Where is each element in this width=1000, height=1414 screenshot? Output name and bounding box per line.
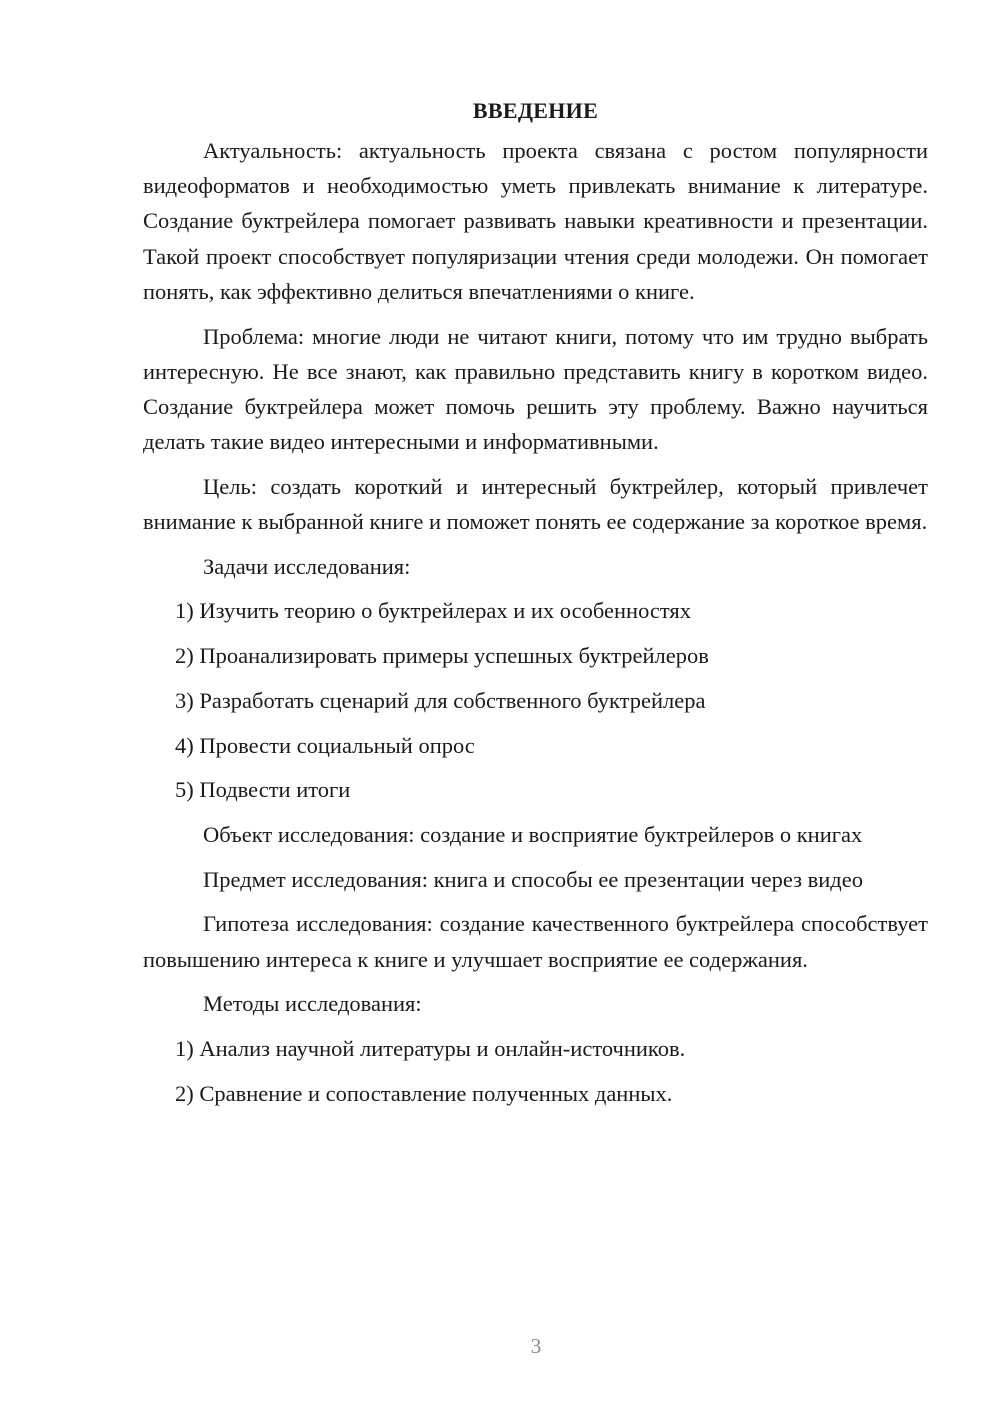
methods-heading: Методы исследования: bbox=[203, 991, 422, 1017]
paragraph-goal: Цель: создать короткий и интересный буктрейлер, который привлечет внимание к выбранной книге и поможет понять ее содержание за короткое время. bbox=[143, 473, 928, 535]
page-number: 3 bbox=[530, 1334, 542, 1358]
paragraph-object: Объект исследования: создание и восприятие буктрейлеров о книгах bbox=[203, 821, 863, 847]
paragraph-relevance: Актуальность: актуальность проекта связана с ростом популярности видеоформатов и необходимостью уметь привлекать внимание к литературе. Создание буктрейлера помогает развивать навыки креативности и презентации. Такой проект способствует популяризации чтения среди молодежи. Он помогает понять, как эффективно делиться впечатлениями о книге. bbox=[143, 138, 928, 304]
paragraph-hypothesis: Гипотеза исследования: создание качественного буктрейлера способствует повышению интереса к книге и улучшает восприятие ее содержания. bbox=[143, 911, 928, 972]
methods-list bbox=[143, 1031, 928, 1111]
paragraph-subject: Предмет исследования: книга и способы ее презентации через видео bbox=[203, 866, 863, 892]
list-item: 5) Подвести итоги bbox=[175, 777, 351, 803]
list-item: 2) Сравнение и сопоставление полученных данных. bbox=[175, 1080, 673, 1106]
list-item: 1) Анализ научной литературы и онлайн-источников. bbox=[175, 1035, 686, 1061]
document-page bbox=[143, 96, 928, 1120]
list-item: 3) Разработать сценарий для собственного буктрейлера bbox=[175, 687, 706, 713]
list-item: 4) Провести социальный опрос bbox=[175, 732, 475, 758]
list-item: 2) Проанализировать примеры успешных буктрейлеров bbox=[175, 643, 709, 669]
tasks-list bbox=[143, 593, 928, 807]
list-item: 1) Изучить теорию о буктрейлерах и их особенностях bbox=[175, 598, 691, 624]
page-title: ВВЕДЕНИЕ bbox=[472, 98, 599, 123]
paragraph-problem: Проблема: многие люди не читают книги, потому что им трудно выбрать интересную. Не все знают, как правильно представить книгу в коротком видео. Создание буктрейлера может помочь решить эту проблему. Важно научиться делать такие видео интересными и информативными. bbox=[143, 323, 928, 455]
tasks-heading: Задачи исследования: bbox=[203, 553, 411, 579]
